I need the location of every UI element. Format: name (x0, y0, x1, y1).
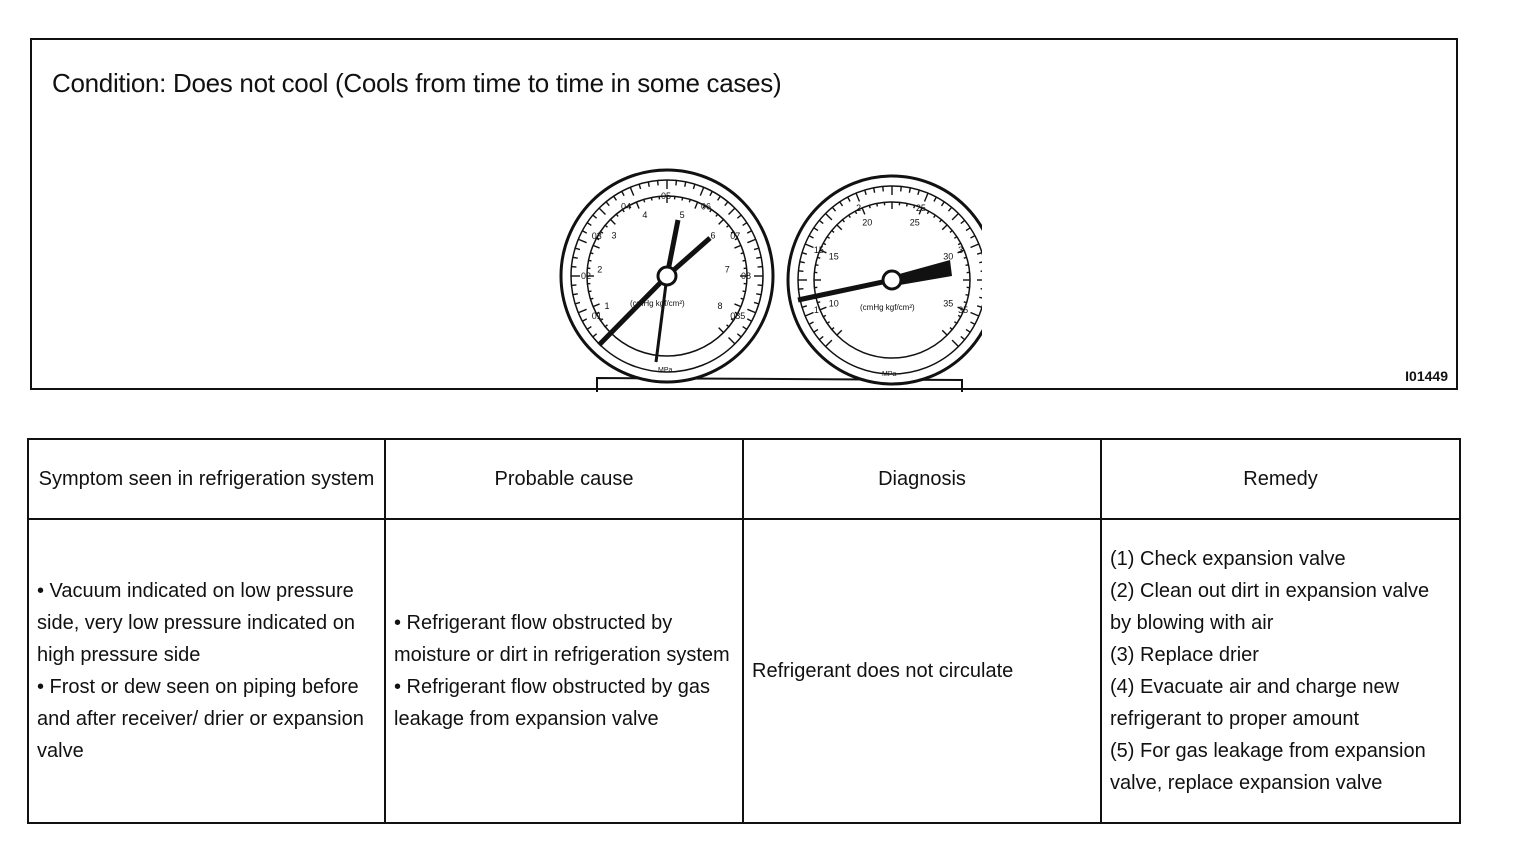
low-tick (573, 257, 578, 258)
high-inner-tick (914, 205, 915, 208)
low-tick (756, 294, 761, 295)
low-inner-tick (644, 199, 645, 202)
low-scale-label: 8 (717, 301, 723, 312)
low-scale-label: 4 (642, 209, 648, 220)
table-header-row (28, 439, 1460, 519)
condition-panel (30, 38, 1458, 390)
low-scale-label: 7 (724, 264, 730, 275)
header-diagnosis-label: Diagnosis (878, 468, 966, 490)
low-scale-label: 04 (621, 201, 632, 212)
low-inner-tick (590, 253, 593, 254)
cause-item: • Refrigerant flow obstructed by gas leakage from expansion valve (394, 676, 711, 730)
header-symptom (28, 439, 385, 519)
low-scale-label: 03 (591, 231, 602, 241)
cause-cell (385, 519, 743, 823)
header-diagnosis (743, 439, 1101, 519)
high-scale-label: 30 (943, 251, 954, 262)
high-scale-label: 25 (909, 217, 920, 228)
high-scale-label: 35 (958, 304, 969, 315)
header-symptom-label: Symptom seen in refrigeration system (38, 468, 375, 490)
high-inner-tick (815, 265, 818, 266)
remedy-item: (5) For gas leakage from expansion valve, replace expansion valve (1110, 740, 1426, 794)
high-scale-label: 35 (943, 298, 954, 309)
low-scale-label: 05 (661, 191, 672, 201)
cause-item: • Refrigerant flow obstructed by moisture or dirt in refrigeration system (394, 612, 730, 666)
low-inner-tick (682, 198, 683, 201)
low-scale-label: 08 (741, 271, 752, 281)
low-inner-tick (743, 260, 746, 261)
symptom-item: • Vacuum indicated on low pressure side, very low pressure indicated on high pressure side (37, 580, 355, 666)
header-remedy (1101, 439, 1460, 519)
high-inner-tick (966, 265, 969, 266)
low-inner-tick (741, 253, 744, 254)
high-scale-label: 20 (862, 217, 873, 228)
low-inner-tick (741, 298, 744, 299)
remedy-item: (4) Evacuate air and charge new refrigerant to proper amount (1110, 676, 1400, 730)
low-inner-tick (589, 291, 592, 292)
high-scale-label: 1 (813, 304, 819, 315)
low-scale-label: 1 (604, 301, 610, 312)
high-scale-label: 15 (813, 245, 824, 256)
high-scale-label: 3 (958, 245, 964, 256)
low-scale-label: 2 (597, 264, 603, 275)
header-cause (385, 439, 743, 519)
low-gauge-bottom-label: MPa (658, 367, 673, 374)
low-inner-tick (689, 199, 690, 202)
low-inner-tick (590, 298, 593, 299)
high-inner-tick (817, 257, 820, 258)
low-scale-label: 01 (591, 311, 602, 321)
remedy-item: (2) Clean out dirt in expansion valve by blowing with air (1110, 580, 1430, 634)
condition-title: Condition: Does not cool (Cools from time to time in some cases) (52, 68, 782, 98)
low-inner-tick (589, 260, 592, 261)
high-inner-tick (964, 257, 967, 258)
low-tick (756, 257, 761, 258)
high-inner-tick (964, 302, 967, 303)
header-remedy-label: Remedy (1243, 468, 1318, 490)
high-pressure-gauge (788, 176, 982, 384)
low-scale-label: 07 (730, 231, 741, 241)
diagnosis-text: Refrigerant does not circulate (752, 660, 1014, 682)
high-scale-label: 10 (828, 298, 839, 309)
remedy-cell (1101, 519, 1460, 823)
high-scale-label: 15 (828, 251, 839, 262)
header-cause-label: Probable cause (494, 468, 634, 490)
diagnosis-table (27, 438, 1461, 824)
low-tick (648, 182, 649, 187)
symptom-item: • Frost or dew seen on piping before and after receiver/ drier or expansion valve (37, 676, 364, 762)
low-tick (685, 182, 686, 187)
remedy-item: (3) Replace drier (1110, 644, 1259, 666)
low-inner-tick (743, 291, 746, 292)
gauge-illustration (522, 130, 982, 392)
high-tick (909, 188, 910, 193)
diagnosis-cell (743, 519, 1101, 823)
high-scale-label: 2 (856, 202, 862, 213)
low-scale-label: 085 (730, 311, 746, 321)
high-inner-tick (869, 205, 870, 208)
low-tick (573, 294, 578, 295)
figure-id: I01449 (1405, 368, 1448, 384)
low-inner-tick (651, 198, 652, 201)
high-inner-tick (907, 203, 908, 206)
table-row (28, 519, 1460, 823)
high-gauge-bottom-label: MPa (882, 371, 897, 378)
low-scale-label: 6 (710, 230, 716, 241)
symptom-cell (28, 519, 385, 823)
high-inner-tick (817, 302, 820, 303)
remedy-item: (1) Check expansion valve (1110, 548, 1346, 570)
low-pressure-gauge (561, 170, 773, 382)
low-scale-label: 02 (581, 271, 592, 281)
low-scale-label: 5 (679, 209, 685, 220)
high-tick (800, 262, 805, 263)
high-gauge-unit-label: (cmHg kgf/cm²) (860, 303, 915, 312)
high-inner-tick (966, 295, 969, 296)
low-scale-label: 3 (611, 230, 617, 241)
high-tick (874, 188, 875, 193)
low-scale-label: 06 (701, 201, 712, 212)
high-inner-tick (877, 203, 878, 206)
low-gauge-unit-label: (cmHg kgf/cm²) (630, 299, 685, 308)
high-scale-label: 25 (915, 202, 926, 213)
